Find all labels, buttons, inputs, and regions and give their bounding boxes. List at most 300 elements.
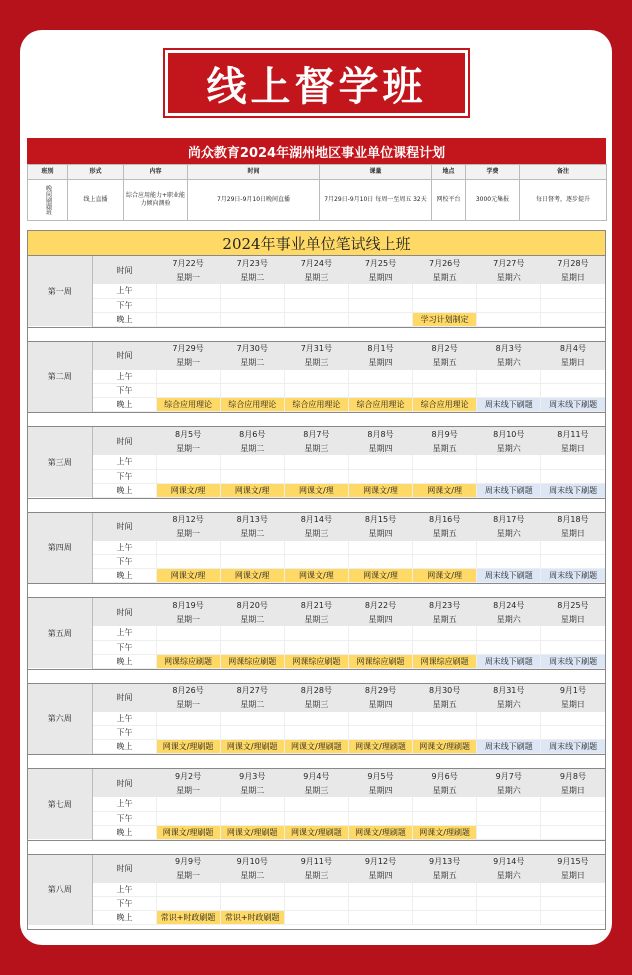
date-cell: 7月27号 <box>477 256 541 270</box>
evening-session <box>413 911 477 925</box>
week-separator <box>28 754 605 769</box>
evening-session <box>220 312 284 326</box>
week-separator <box>28 583 605 598</box>
weekday-cell: 星期六 <box>477 612 541 626</box>
slot-cell <box>284 455 348 469</box>
weekday-cell: 星期二 <box>220 527 284 541</box>
slot-cell <box>156 883 220 897</box>
date-cell: 8月1号 <box>348 342 412 356</box>
date-cell: 8月22号 <box>348 598 412 612</box>
evening-session: 网课综应刷题 <box>284 654 348 668</box>
date-cell: 9月12号 <box>348 855 412 869</box>
date-cell: 9月11号 <box>284 855 348 869</box>
evening-session: 综合应用理论 <box>348 398 412 412</box>
week-block <box>28 855 605 926</box>
slot-cell <box>477 626 541 640</box>
slot-cell <box>348 555 412 569</box>
date-cell: 9月1号 <box>541 684 605 698</box>
plan-cell: 7月29日-9月10日 每周一至周五 32天 <box>320 180 432 221</box>
slot-cell <box>156 284 220 298</box>
evening-session <box>284 911 348 925</box>
slot-cell <box>413 726 477 740</box>
weekday-cell: 星期五 <box>413 270 477 284</box>
slot-cell <box>541 811 605 825</box>
evening-session: 网课文/理 <box>413 483 477 497</box>
slot-cell <box>477 897 541 911</box>
slot-label-pm: 下午 <box>92 555 156 569</box>
slot-cell <box>156 797 220 811</box>
evening-session: 周末线下刷题 <box>541 654 605 668</box>
week-block <box>28 256 605 327</box>
week-name: 第四周 <box>28 513 92 583</box>
slot-label-am: 上午 <box>92 797 156 811</box>
date-cell: 8月23号 <box>413 598 477 612</box>
weekday-cell: 星期六 <box>477 356 541 370</box>
date-cell: 8月19号 <box>156 598 220 612</box>
date-cell: 8月17号 <box>477 513 541 527</box>
evening-session: 网课文/理刷题 <box>220 825 284 839</box>
weekday-cell: 星期三 <box>284 698 348 712</box>
slot-cell <box>284 298 348 312</box>
weekday-cell: 星期五 <box>413 527 477 541</box>
weekday-cell: 星期五 <box>413 441 477 455</box>
slot-cell <box>348 897 412 911</box>
evening-session <box>477 911 541 925</box>
evening-session <box>541 825 605 839</box>
slot-cell <box>541 555 605 569</box>
slot-cell <box>477 384 541 398</box>
slot-cell <box>220 455 284 469</box>
evening-session: 网课文/理 <box>348 483 412 497</box>
course-plan-table <box>27 164 607 221</box>
slot-cell <box>348 640 412 654</box>
evening-session: 周末线下刷题 <box>477 398 541 412</box>
weekday-cell: 星期二 <box>220 612 284 626</box>
weekday-cell: 星期五 <box>413 698 477 712</box>
slot-cell <box>220 384 284 398</box>
weekday-cell: 星期一 <box>156 441 220 455</box>
date-cell: 7月24号 <box>284 256 348 270</box>
weekday-cell: 星期二 <box>220 356 284 370</box>
slot-cell <box>220 284 284 298</box>
date-cell: 8月27号 <box>220 684 284 698</box>
slot-cell <box>413 469 477 483</box>
evening-session: 网课文/理刷题 <box>284 740 348 754</box>
evening-session: 周末线下刷题 <box>477 569 541 583</box>
date-cell: 9月4号 <box>284 769 348 783</box>
weekday-cell: 星期六 <box>477 527 541 541</box>
week-block <box>28 598 605 669</box>
slot-cell <box>284 712 348 726</box>
date-cell: 9月14号 <box>477 855 541 869</box>
weekday-cell: 星期一 <box>156 783 220 797</box>
date-cell: 8月12号 <box>156 513 220 527</box>
time-label: 时间 <box>92 256 156 284</box>
slot-cell <box>284 797 348 811</box>
slot-cell <box>413 797 477 811</box>
date-cell: 9月5号 <box>348 769 412 783</box>
slot-cell <box>348 298 412 312</box>
weekday-cell: 星期二 <box>220 698 284 712</box>
evening-session: 网课综应刷题 <box>413 654 477 668</box>
slot-cell <box>477 726 541 740</box>
week-block <box>28 769 605 840</box>
slot-label-eve: 晚上 <box>92 654 156 668</box>
date-cell: 8月9号 <box>413 427 477 441</box>
evening-session: 网课文/理刷题 <box>156 825 220 839</box>
date-cell: 9月7号 <box>477 769 541 783</box>
evening-session: 周末线下刷题 <box>541 483 605 497</box>
date-cell: 8月13号 <box>220 513 284 527</box>
slot-cell <box>284 370 348 384</box>
slot-cell <box>413 298 477 312</box>
slot-cell <box>348 712 412 726</box>
week-block <box>28 342 605 413</box>
evening-session: 网课综应刷题 <box>220 654 284 668</box>
slot-cell <box>413 712 477 726</box>
slot-cell <box>348 626 412 640</box>
date-cell: 8月11号 <box>541 427 605 441</box>
date-cell: 8月3号 <box>477 342 541 356</box>
slot-cell <box>348 469 412 483</box>
time-label: 时间 <box>92 342 156 370</box>
week-separator <box>28 327 605 342</box>
slot-cell <box>541 455 605 469</box>
week-separator <box>28 669 605 684</box>
time-label: 时间 <box>92 769 156 797</box>
schedule-title: 2024年事业单位笔试线上班 <box>28 231 605 256</box>
weekday-cell: 星期一 <box>156 356 220 370</box>
date-cell: 8月5号 <box>156 427 220 441</box>
slot-cell <box>220 883 284 897</box>
course-plan <box>27 138 606 221</box>
weekday-cell: 星期三 <box>284 270 348 284</box>
slot-cell <box>220 811 284 825</box>
date-cell: 7月25号 <box>348 256 412 270</box>
slot-cell <box>220 370 284 384</box>
slot-cell <box>541 883 605 897</box>
weekday-cell: 星期六 <box>477 441 541 455</box>
date-cell: 8月7号 <box>284 427 348 441</box>
slot-cell <box>348 370 412 384</box>
date-cell: 9月8号 <box>541 769 605 783</box>
slot-cell <box>156 384 220 398</box>
slot-label-pm: 下午 <box>92 469 156 483</box>
evening-session: 网课文/理 <box>413 569 477 583</box>
evening-session: 周末线下刷题 <box>541 398 605 412</box>
evening-session <box>156 312 220 326</box>
slot-cell <box>477 455 541 469</box>
slot-cell <box>477 298 541 312</box>
slot-label-am: 上午 <box>92 626 156 640</box>
slot-label-pm: 下午 <box>92 298 156 312</box>
weekday-cell: 星期三 <box>284 869 348 883</box>
weekday-cell: 星期四 <box>348 612 412 626</box>
plan-cell: 晚间刷题班 <box>28 180 68 221</box>
slot-cell <box>156 469 220 483</box>
slot-cell <box>220 626 284 640</box>
slot-cell <box>220 555 284 569</box>
page-title: 线上督学班 <box>165 50 468 116</box>
slot-cell <box>220 469 284 483</box>
date-cell: 7月22号 <box>156 256 220 270</box>
weekday-cell: 星期二 <box>220 869 284 883</box>
plan-header-cell: 班别 <box>28 165 68 180</box>
evening-session: 网课文/理 <box>348 569 412 583</box>
slot-label-pm: 下午 <box>92 726 156 740</box>
weekday-cell: 星期一 <box>156 527 220 541</box>
weekday-cell: 星期日 <box>541 869 605 883</box>
slot-cell <box>220 712 284 726</box>
slot-cell <box>220 726 284 740</box>
date-cell: 9月15号 <box>541 855 605 869</box>
week-block <box>28 684 605 755</box>
slot-label-pm: 下午 <box>92 640 156 654</box>
date-cell: 8月31号 <box>477 684 541 698</box>
slot-label-am: 上午 <box>92 284 156 298</box>
time-label: 时间 <box>92 427 156 455</box>
evening-session: 网课综应刷题 <box>156 654 220 668</box>
slot-cell <box>284 726 348 740</box>
plan-cell: 综合应用能力+职业能力倾向测验 <box>124 180 188 221</box>
slot-cell <box>413 370 477 384</box>
date-cell: 9月10号 <box>220 855 284 869</box>
evening-session: 周末线下刷题 <box>477 483 541 497</box>
date-cell: 8月26号 <box>156 684 220 698</box>
evening-session <box>477 825 541 839</box>
slot-cell <box>541 626 605 640</box>
slot-cell <box>284 555 348 569</box>
slot-cell <box>541 897 605 911</box>
weekday-cell: 星期一 <box>156 270 220 284</box>
date-cell: 8月30号 <box>413 684 477 698</box>
weekday-cell: 星期五 <box>413 356 477 370</box>
slot-cell <box>477 640 541 654</box>
evening-session: 学习计划制定 <box>413 312 477 326</box>
slot-cell <box>541 726 605 740</box>
weekday-cell: 星期日 <box>541 356 605 370</box>
time-label: 时间 <box>92 598 156 626</box>
slot-cell <box>220 797 284 811</box>
slot-cell <box>284 384 348 398</box>
week-name: 第五周 <box>28 598 92 668</box>
weekday-cell: 星期四 <box>348 270 412 284</box>
evening-session: 网课文/理 <box>220 483 284 497</box>
weekday-cell: 星期日 <box>541 270 605 284</box>
date-cell: 8月8号 <box>348 427 412 441</box>
weekday-cell: 星期日 <box>541 612 605 626</box>
evening-session: 网课文/理刷题 <box>220 740 284 754</box>
evening-session: 网课文/理 <box>156 483 220 497</box>
time-label: 时间 <box>92 513 156 541</box>
date-cell: 8月29号 <box>348 684 412 698</box>
weekday-cell: 星期四 <box>348 441 412 455</box>
slot-label-eve: 晚上 <box>92 740 156 754</box>
slot-cell <box>284 469 348 483</box>
date-cell: 7月31号 <box>284 342 348 356</box>
weekday-cell: 星期三 <box>284 356 348 370</box>
slot-cell <box>348 541 412 555</box>
plan-header-cell: 内容 <box>124 165 188 180</box>
evening-session: 综合应用理论 <box>284 398 348 412</box>
date-cell: 7月30号 <box>220 342 284 356</box>
slot-label-am: 上午 <box>92 455 156 469</box>
slot-cell <box>220 897 284 911</box>
evening-session <box>541 911 605 925</box>
slot-cell <box>156 726 220 740</box>
slot-cell <box>348 384 412 398</box>
slot-cell <box>413 455 477 469</box>
weekday-cell: 星期二 <box>220 783 284 797</box>
evening-session: 网课文/理刷题 <box>413 740 477 754</box>
weekday-cell: 星期一 <box>156 612 220 626</box>
plan-cell: 每日督考，逐步提升 <box>520 180 607 221</box>
date-cell: 8月4号 <box>541 342 605 356</box>
slot-cell <box>156 455 220 469</box>
date-cell: 9月9号 <box>156 855 220 869</box>
week-separator <box>28 498 605 513</box>
weekday-cell: 星期二 <box>220 270 284 284</box>
evening-session: 综合应用理论 <box>220 398 284 412</box>
weekday-cell: 星期四 <box>348 698 412 712</box>
slot-cell <box>156 541 220 555</box>
evening-session <box>477 312 541 326</box>
evening-session: 周末线下刷题 <box>541 569 605 583</box>
slot-cell <box>413 883 477 897</box>
evening-session: 综合应用理论 <box>413 398 477 412</box>
weekday-cell: 星期六 <box>477 869 541 883</box>
slot-label-eve: 晚上 <box>92 825 156 839</box>
slot-cell <box>348 455 412 469</box>
slot-cell <box>541 541 605 555</box>
weekday-cell: 星期六 <box>477 270 541 284</box>
slot-cell <box>156 640 220 654</box>
date-cell: 8月28号 <box>284 684 348 698</box>
evening-session: 网课文/理 <box>284 483 348 497</box>
evening-session: 常识+时政刷题 <box>156 911 220 925</box>
weekday-cell: 星期三 <box>284 612 348 626</box>
date-cell: 9月6号 <box>413 769 477 783</box>
slot-cell <box>284 883 348 897</box>
slot-cell <box>348 284 412 298</box>
slot-label-eve: 晚上 <box>92 911 156 925</box>
weekday-cell: 星期日 <box>541 698 605 712</box>
week-separator <box>28 840 605 855</box>
plan-header-cell: 课量 <box>320 165 432 180</box>
slot-cell <box>284 640 348 654</box>
slot-cell <box>156 555 220 569</box>
slot-label-pm: 下午 <box>92 811 156 825</box>
slot-cell <box>541 797 605 811</box>
slot-label-eve: 晚上 <box>92 398 156 412</box>
slot-cell <box>284 897 348 911</box>
slot-cell <box>413 555 477 569</box>
slot-cell <box>541 712 605 726</box>
weekday-cell: 星期一 <box>156 698 220 712</box>
evening-session: 网课文/理刷题 <box>284 825 348 839</box>
weekday-cell: 星期五 <box>413 869 477 883</box>
weekday-cell: 星期日 <box>541 783 605 797</box>
slot-cell <box>156 626 220 640</box>
slot-cell <box>413 384 477 398</box>
slot-label-am: 上午 <box>92 370 156 384</box>
plan-cell: 线上直播 <box>68 180 124 221</box>
date-cell: 8月10号 <box>477 427 541 441</box>
evening-session: 网课文/理 <box>156 569 220 583</box>
slot-cell <box>284 626 348 640</box>
evening-session: 综合应用理论 <box>156 398 220 412</box>
slot-label-eve: 晚上 <box>92 569 156 583</box>
slot-cell <box>477 797 541 811</box>
weekday-cell: 星期三 <box>284 441 348 455</box>
weekday-cell: 星期日 <box>541 441 605 455</box>
week-block <box>28 513 605 584</box>
weekday-cell: 星期五 <box>413 612 477 626</box>
slot-label-am: 上午 <box>92 541 156 555</box>
evening-session <box>348 312 412 326</box>
evening-session: 网课文/理 <box>284 569 348 583</box>
date-cell: 7月29号 <box>156 342 220 356</box>
evening-session: 周末线下刷题 <box>541 740 605 754</box>
slot-cell <box>541 284 605 298</box>
week-separator <box>28 412 605 427</box>
slot-cell <box>477 469 541 483</box>
date-cell: 8月21号 <box>284 598 348 612</box>
slot-label-am: 上午 <box>92 712 156 726</box>
slot-cell <box>348 811 412 825</box>
slot-cell <box>477 555 541 569</box>
time-label: 时间 <box>92 855 156 883</box>
slot-label-eve: 晚上 <box>92 312 156 326</box>
plan-header-cell: 备注 <box>520 165 607 180</box>
course-plan-title: 尚众教育2024年湖州地区事业单位课程计划 <box>27 138 606 164</box>
weekday-cell: 星期五 <box>413 783 477 797</box>
slot-cell <box>541 469 605 483</box>
evening-session: 网课综应刷题 <box>348 654 412 668</box>
weekday-cell: 星期六 <box>477 783 541 797</box>
weekday-cell: 星期四 <box>348 356 412 370</box>
date-cell: 8月15号 <box>348 513 412 527</box>
evening-session: 周末线下刷题 <box>477 740 541 754</box>
slot-cell <box>541 298 605 312</box>
slot-cell <box>284 811 348 825</box>
week-name: 第七周 <box>28 769 92 839</box>
slot-cell <box>413 541 477 555</box>
slot-cell <box>156 298 220 312</box>
date-cell: 9月2号 <box>156 769 220 783</box>
slot-cell <box>413 640 477 654</box>
slot-cell <box>284 284 348 298</box>
slot-cell <box>156 712 220 726</box>
slot-label-pm: 下午 <box>92 384 156 398</box>
slot-cell <box>541 370 605 384</box>
plan-cell: 7月29日-9月10日晚间直播 <box>188 180 320 221</box>
weekday-cell: 星期四 <box>348 783 412 797</box>
week-block <box>28 427 605 498</box>
evening-session: 网课文/理刷题 <box>348 740 412 754</box>
plan-cell: 网校平台 <box>432 180 466 221</box>
slot-cell <box>477 284 541 298</box>
date-cell: 8月2号 <box>413 342 477 356</box>
plan-header-cell: 时间 <box>188 165 320 180</box>
week-name: 第六周 <box>28 684 92 754</box>
evening-session: 常识+时政刷题 <box>220 911 284 925</box>
weekday-cell: 星期一 <box>156 869 220 883</box>
slot-label-eve: 晚上 <box>92 483 156 497</box>
weekday-cell: 星期四 <box>348 527 412 541</box>
time-label: 时间 <box>92 684 156 712</box>
slot-cell <box>477 541 541 555</box>
